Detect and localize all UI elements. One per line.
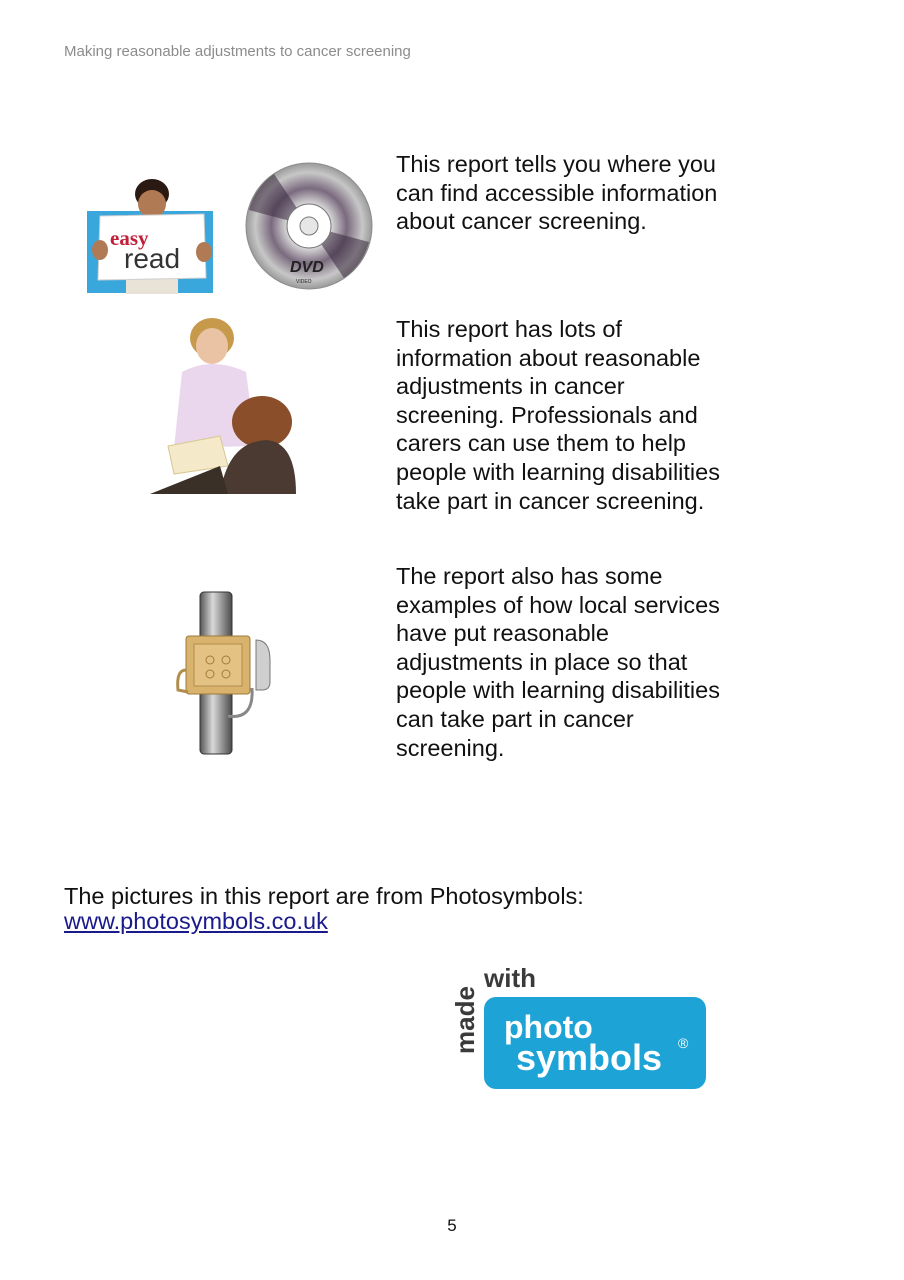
logo-registered-mark: ® (678, 1035, 689, 1051)
screening-machine-picture (172, 590, 276, 756)
logo-photo-text: photo (504, 1009, 593, 1045)
video-label: VIDEO (296, 279, 312, 285)
logo-made-text: made (452, 986, 480, 1054)
read-label: read (124, 243, 181, 274)
page-number: 5 (447, 1216, 457, 1235)
dvd-label: DVD (290, 259, 324, 276)
logo-symbols-text: symbols (516, 1037, 663, 1078)
professional-with-person-picture (150, 316, 298, 494)
easy-read-picture (86, 178, 214, 294)
dvd-picture (244, 160, 374, 292)
credit-text: The pictures in this report are from Photosymbols: (64, 883, 584, 909)
photosymbols-credit (64, 884, 764, 934)
logo-with-text: with (484, 963, 536, 993)
row-3-text: The report also has some examples of how local services have put reasonable adjustments in place so that people with learning disabilities can take part in cancer screening. (396, 563, 720, 761)
row-2-text: This report has lots of information about reasonable adjustments in cancer screening. Professionals and carers can use them to help people with learning disabilities take part in cancer screening. (396, 316, 720, 514)
photosymbols-link[interactable]: www.photosymbols.co.uk (64, 908, 328, 934)
row-1-text: This report tells you where you can find accessible information about cancer screening. (396, 151, 718, 235)
running-header: Making reasonable adjustments to cancer screening (64, 43, 411, 60)
easy-label: easy (110, 226, 149, 250)
made-with-photosymbols-logo (452, 962, 712, 1092)
